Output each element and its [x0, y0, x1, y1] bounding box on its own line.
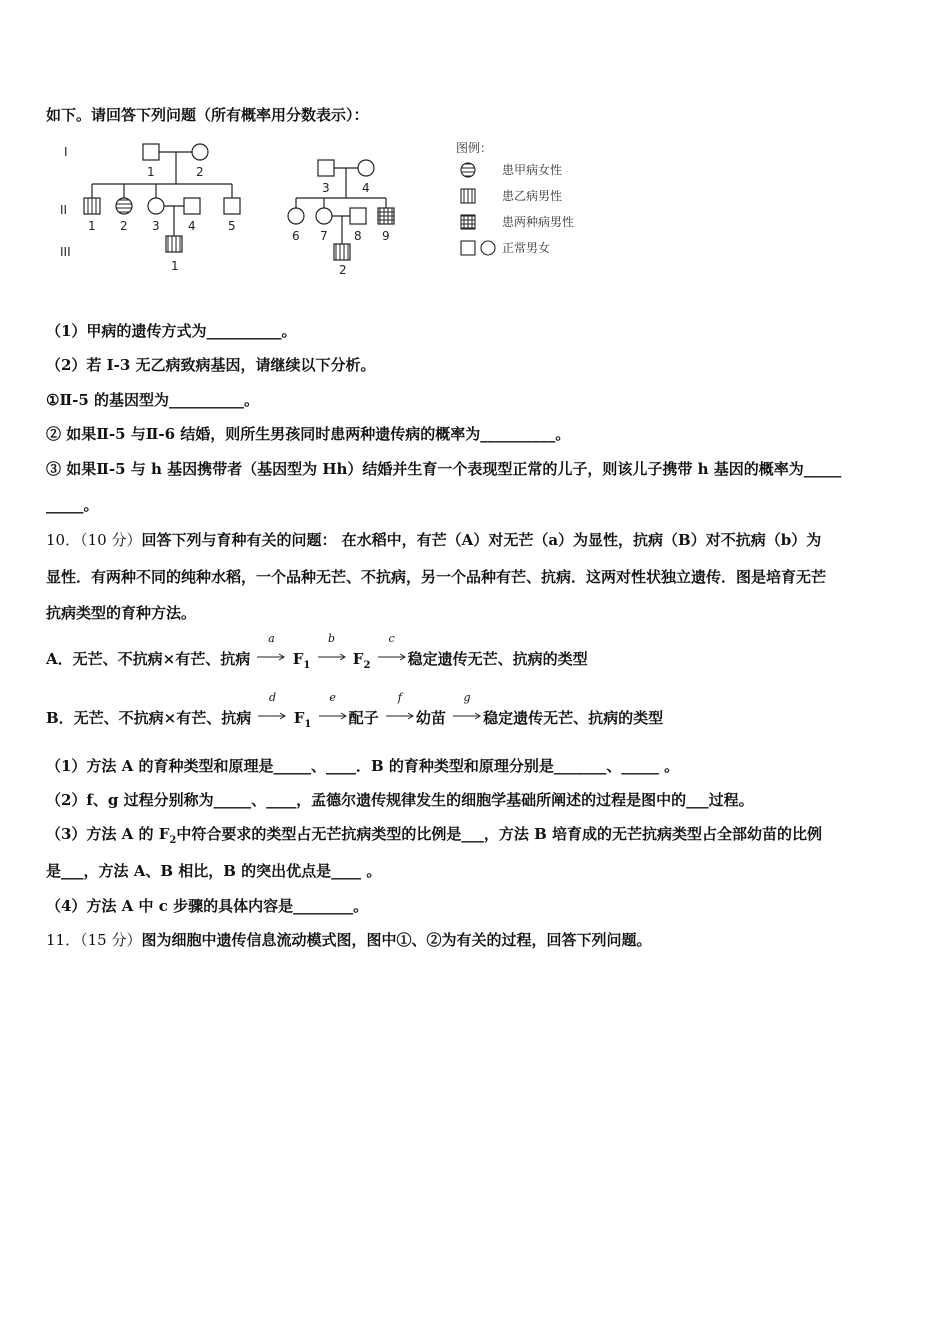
q9-part1: （1）甲病的遗传方式为__________。: [46, 322, 297, 340]
f1-label-II2: 2: [120, 219, 128, 233]
q10-sub3b: 是___，方法 A、B 相比，B 的突出优点是____ 。: [46, 862, 382, 880]
q9-part3: ①Ⅱ-5 的基因型为__________。: [46, 391, 259, 409]
q11-line: [46, 929, 651, 950]
method-a-end: 稳定遗传无芒、抗病的类型: [407, 650, 588, 668]
q9-part2: （2）若 I-3 无乙病致病基因，请继续以下分析。: [46, 356, 376, 374]
q10-text1: 回答下列与育种有关的问题： 在水稻中，有芒（A）对无芒（a）为显性，抗病（B）对不抗病（b）为: [141, 531, 822, 549]
gen-label-III: III: [60, 245, 71, 259]
arrow-b-label: b: [328, 632, 336, 645]
arrow-d: [258, 691, 286, 723]
q10-sub3a-post: 中符合要求的类型占无芒抗病类型的比例是___，方法 B 培育成的无芒抗病类型占全部幼苗的比例: [176, 825, 823, 843]
f2-label-II7: 7: [320, 229, 328, 243]
q10-line3: 抗病类型的育种方法。: [46, 604, 197, 622]
node-f2: F: [352, 650, 364, 668]
arrow-b: [318, 632, 346, 664]
arrow-f: [386, 691, 414, 723]
gen-label-II: II: [60, 203, 68, 217]
method-b-row: [46, 691, 664, 730]
f1-label-II5: 5: [228, 219, 236, 233]
q10-sub2: （2）f、g 过程分别称为_____、____，孟德尔遗传规律发生的细胞学基础所阐述的过程是图中的___过程。: [46, 791, 754, 809]
q10-sub3a-sub: 2: [169, 835, 177, 846]
arrow-a: [257, 632, 285, 664]
f2-label-III2: 2: [339, 263, 347, 277]
q10-number: 10．: [46, 531, 81, 549]
intro-text: 如下。请回答下列问题（所有概率用分数表示）：: [46, 106, 369, 124]
f2-label-II9: 9: [382, 229, 390, 243]
node-b-f1-sub: 1: [304, 719, 312, 730]
q9-part4: ② 如果Ⅱ-5 与Ⅱ-6 结婚，则所生男孩同时患两种遗传病的概率为__________。: [46, 425, 571, 443]
f1-label-III1: 1: [171, 259, 179, 273]
node-seedling: 幼苗: [415, 709, 446, 727]
f1-label-II4: 4: [188, 219, 196, 233]
f2-label-II6: 6: [292, 229, 300, 243]
q9-part5: ③ 如果Ⅱ-5 与 h 基因携带者（基因型为 Hh）结婚并生育一个表现型正常的儿子，则该儿子携带 h 基因的概率为_____: [46, 460, 842, 478]
q11-number: 11．: [46, 931, 81, 949]
q10-sub4: （4）方法 A 中 c 步骤的具体内容是________。: [46, 897, 369, 915]
arrow-e: [319, 691, 347, 723]
q11-score: （15 分）: [80, 931, 142, 949]
method-a-row: [46, 632, 588, 671]
f2-label-I3: 3: [322, 181, 330, 195]
arrow-d-label: d: [268, 691, 276, 704]
arrow-g: [453, 691, 481, 723]
q10-line2: 显性．有两种不同的纯种水稻，一个品种无芒、不抗病，另一个品种有芒、抗病．这两对性状独立遗传．图是培育无芒: [46, 568, 827, 586]
node-f1-sub: 1: [303, 660, 311, 671]
method-b-end: 稳定遗传无芒、抗病的类型: [483, 709, 664, 727]
node-b-f1: F: [293, 709, 305, 727]
f2-label-I4: 4: [362, 181, 370, 195]
method-a-prefix: A．无芒、不抗病×有芒、抗病: [46, 650, 251, 668]
gen-label-I: I: [64, 145, 68, 159]
f1-label-II1: 1: [88, 219, 96, 233]
legend-title: 图例：: [456, 141, 493, 155]
arrow-c: [378, 632, 406, 664]
pedigree-figure: [46, 138, 606, 278]
q10-score: （10 分）: [80, 531, 142, 549]
legend-item-1: 患甲病女性: [502, 163, 563, 177]
legend-item-2: 患乙病男性: [502, 189, 563, 203]
q10-sub3a: [46, 823, 822, 846]
f1-label-I2: 2: [196, 165, 204, 179]
node-f1: F: [292, 650, 304, 668]
node-f2-sub: 2: [363, 660, 371, 671]
arrow-g-label: g: [463, 691, 471, 704]
arrow-e-label: e: [329, 691, 336, 704]
arrow-c-label: c: [388, 632, 395, 645]
q9-part5-cont: _____。: [46, 496, 99, 514]
pedigree-legend: [456, 140, 574, 255]
f1-label-I1: 1: [147, 165, 155, 179]
f1-label-II3: 3: [152, 219, 160, 233]
q10-line1: [46, 529, 821, 550]
arrow-f-label: f: [397, 691, 402, 704]
legend-item-3: 患两种病男性: [502, 215, 575, 229]
f2-label-II8: 8: [354, 229, 362, 243]
method-b-prefix: B．无芒、不抗病×有芒、抗病: [46, 709, 252, 727]
legend-item-4: 正常男女: [502, 241, 551, 255]
q10-sub1: （1）方法 A 的育种类型和原理是_____、____．B 的育种类型和原理分别是_______、_____ 。: [46, 757, 680, 775]
node-gamete: 配子: [348, 709, 379, 727]
arrow-a-label: a: [268, 632, 275, 645]
q10-sub3a-pre: （3）方法 A 的 F: [46, 825, 170, 843]
q11-text: 图为细胞中遗传信息流动模式图，图中①、②为有关的过程，回答下列问题。: [141, 931, 652, 949]
